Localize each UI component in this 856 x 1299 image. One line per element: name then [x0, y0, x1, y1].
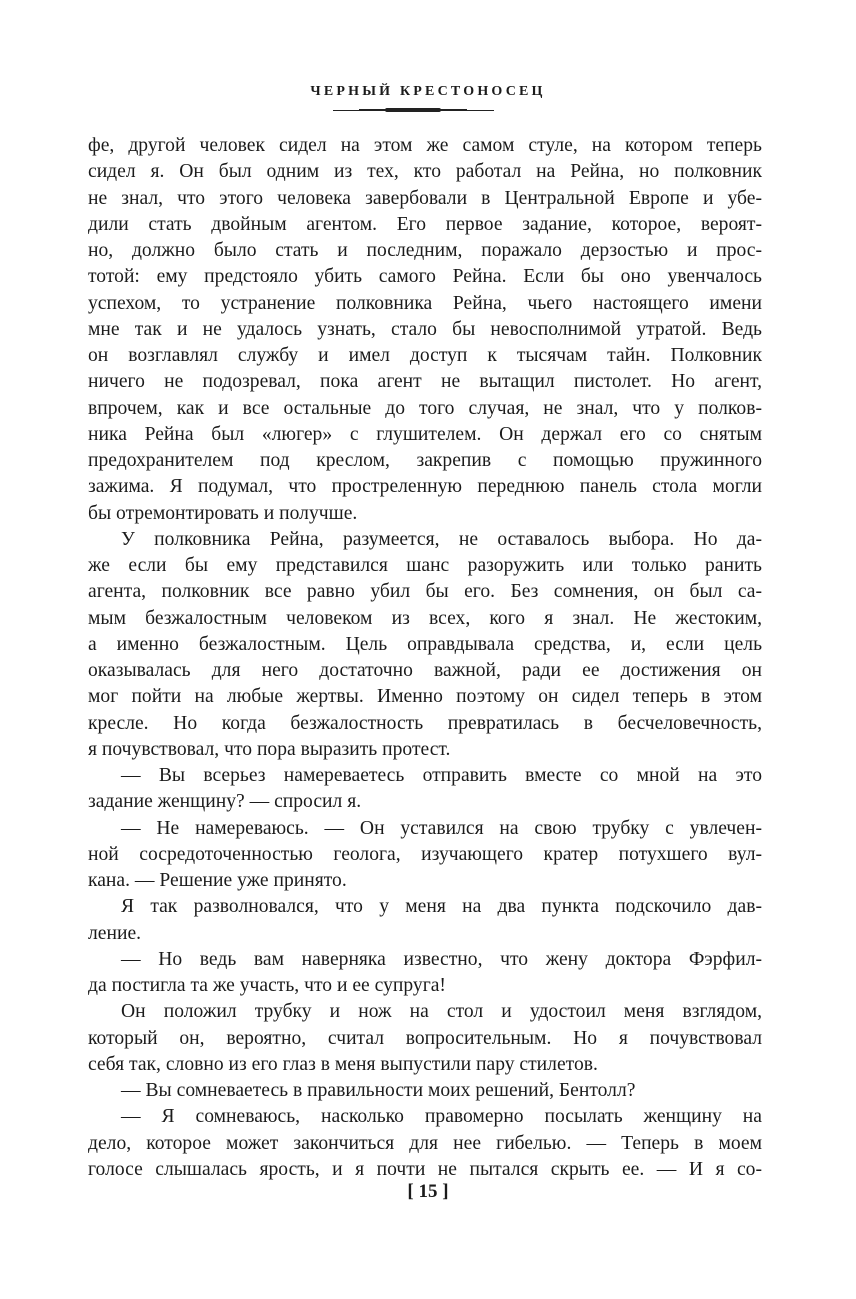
text-line: бы отремонтировать и получше. — [88, 502, 358, 524]
text-line: зажима. Я подумал, что простреленную переднюю панель стола могли — [88, 476, 762, 498]
text-line: да постигла та же участь, что и ее супруга! — [88, 975, 446, 996]
text-line: — Я сомневаюсь, насколько правомерно посылать женщину на — [121, 1106, 762, 1128]
text-line: ление. — [88, 922, 142, 944]
text-line: не знал, что этого человека завербовали в Центральной Европе и убе- — [88, 187, 762, 209]
text-line: — Не намереваюсь. — Он уставился на свою трубку с увлечен- — [121, 817, 762, 839]
text-line: сидел я. Он был одним из тех, кто работал на Рейна, но полковник — [88, 161, 762, 183]
text-line: ника Рейна был «люгер» с глушителем. Он держал его со снятым — [88, 423, 762, 445]
text-line: кана. — Решение уже принято. — [88, 870, 347, 891]
text-line: фе, другой человек сидел на этом же самом стуле, на котором теперь — [88, 135, 762, 156]
text-line: агента, полковник все равно убил бы его. Без сомнения, он был са- — [88, 581, 762, 603]
text-line: Я так разволновался, что у меня на два пункта подскочило дав- — [121, 896, 762, 918]
text-line: У полковника Рейна, разумеется, не оставалось выбора. Но да- — [121, 528, 762, 550]
text-line: оказывалась для него достаточно важной, ради ее достижения он — [88, 660, 762, 681]
text-line: я почувствовал, что пора выразить протест. — [88, 738, 451, 760]
text-line: успехом, то устранение полковника Рейна, чьего настоящего имени — [88, 292, 762, 314]
text-line: ничего не подозревал, пока агент не вытащил пистолет. Но агент, — [88, 371, 762, 393]
text-line: а именно безжалостным. Цель оправдывала средства, и, если цель — [88, 633, 762, 655]
text-line: мне так и не удалось узнать, стало бы невосполнимой утратой. Ведь — [88, 318, 762, 340]
text-line: ной сосредоточенностью геолога, изучающего кратер потухшего вул- — [88, 843, 762, 865]
text-line: тотой: ему предстояло убить самого Рейна. Если бы оно увенчалось — [88, 266, 762, 288]
running-head: ЧЕРНЫЙ КРЕСТОНОСЕЦ — [310, 84, 546, 99]
text-line: предохранителем под креслом, закрепив с помощью пружинного — [88, 450, 762, 471]
text-line: — Вы всерьез намереваетесь отправить вместе со мной на это — [121, 765, 762, 786]
text-line: Он положил трубку и нож на стол и удостоил меня взглядом, — [121, 1001, 762, 1023]
text-line: — Вы сомневаетесь в правильности моих решений, Бентолл? — [121, 1080, 636, 1101]
text-line: который он, вероятно, считал вопросительным. Но я почувствовал — [88, 1027, 762, 1049]
text-line: себя так, словно из его глаз в меня выпустили пару стилетов. — [88, 1053, 598, 1075]
text-line: же если бы ему представился шанс разоружить или только ранить — [88, 555, 762, 576]
ornamental-rule-center — [385, 108, 441, 112]
text-line: дело, которое может закончиться для нее гибелью. — Теперь в моем — [88, 1132, 762, 1154]
text-line: но, должно было стать и последним, поражало дерзостью и прос- — [88, 240, 762, 261]
page-number: [ 15 ] — [407, 1181, 449, 1202]
text-line: он возглавлял службу и имел доступ к тысячам тайн. Полковник — [88, 345, 762, 366]
text-line: мог пойти на любые жертвы. Именно поэтому он сидел теперь в этом — [88, 686, 762, 708]
text-line: мым безжалостным человеком из всех, кого я знал. Не жестоким, — [88, 607, 762, 629]
text-line: задание женщину? — спросил я. — [88, 791, 362, 813]
text-line: голосе слышалась ярость, и я почти не пытался скрыть ее. — И я со- — [88, 1158, 762, 1180]
text-line: дили стать двойным агентом. Его первое задание, которое, вероят- — [88, 213, 762, 235]
text-line: впрочем, как и все остальные до того случая, не знал, что у полков- — [88, 397, 762, 419]
text-line: кресле. Но когда безжалостность превратилась в бесчеловечность, — [88, 712, 762, 734]
text-line: — Но ведь вам наверняка известно, что жену доктора Фэрфил- — [121, 948, 762, 970]
page-body-text — [88, 133, 762, 1183]
